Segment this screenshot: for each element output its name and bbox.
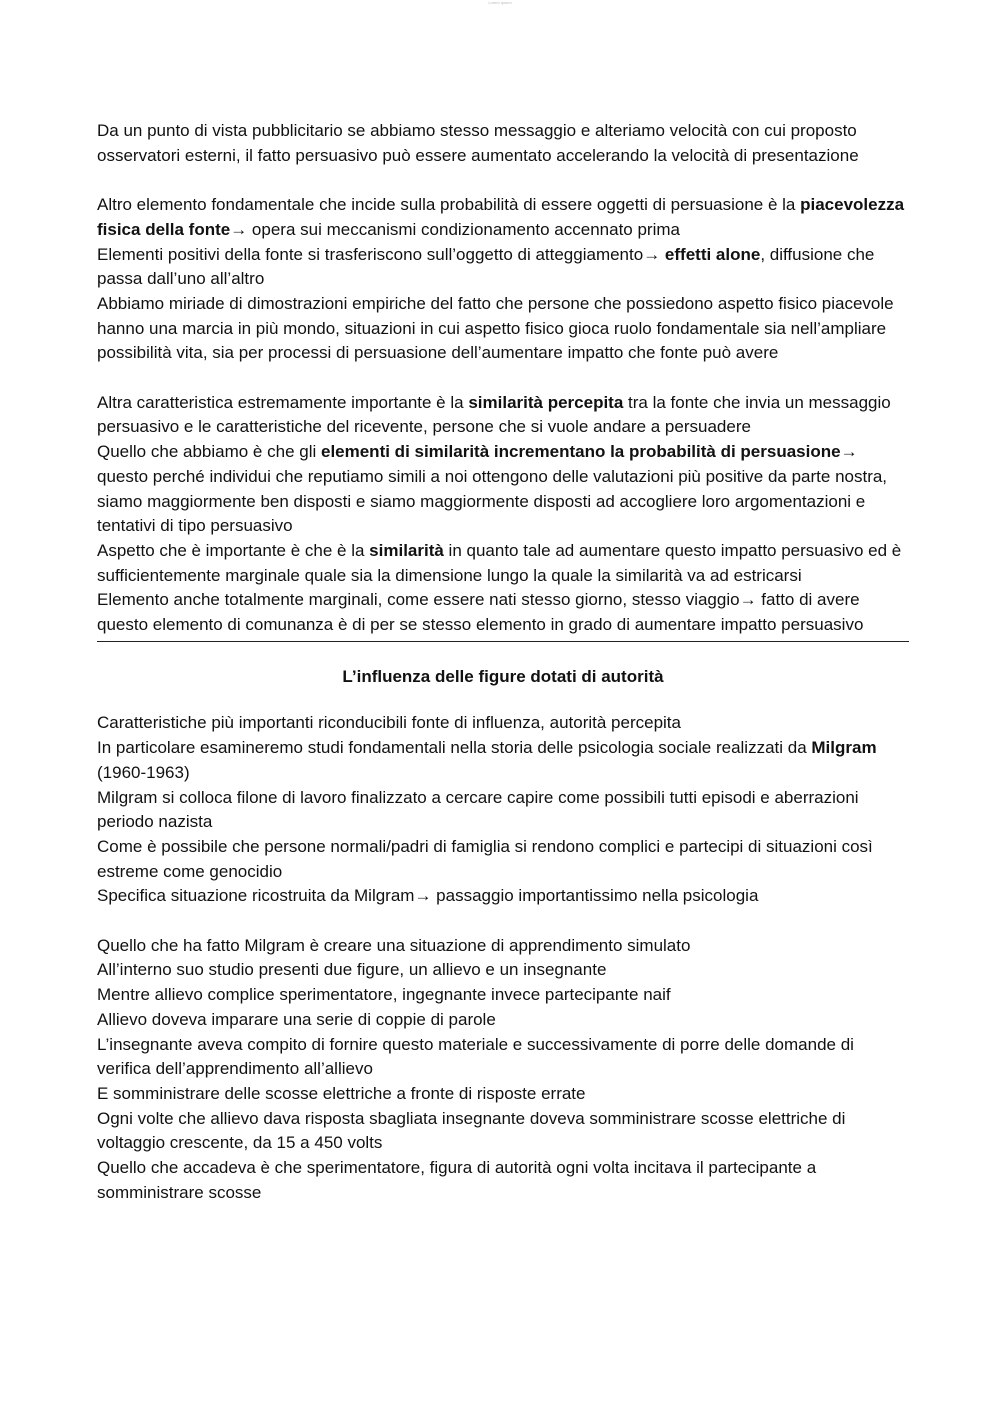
paragraph: Milgram si colloca filone di lavoro finalizzato a cercare capire come possibili tutti episodi e aberrazioni periodo nazista [97, 787, 859, 832]
paragraph: E somministrare delle scosse elettriche a fronte di risposte errate [97, 1083, 586, 1103]
text-run: Aspetto che è importante è che è la [97, 540, 370, 560]
text-run: Altra caratteristica estremamente importante è la [97, 392, 469, 412]
paragraph: Elemento anche totalmente marginali, come essere nati stesso giorno, stesso viaggio→ fatto di avere questo elemento di comunanza è di per se stesso elemento in grado di aumentare impatto persuasivo [97, 590, 864, 635]
paragraph-gap [97, 909, 909, 934]
bold-term: Milgram [811, 738, 877, 758]
bold-term: elementi di similarità incrementano la probabilità di persuasione [320, 442, 841, 462]
paragraph: Specifica situazione ricostruita da Milgram→ passaggio importantissimo nella psicologia [97, 886, 759, 906]
paragraph: Da un punto di vista pubblicitario se abbiamo stesso messaggio e alteriamo velocità con cui proposto osservatori esterni, il fatto persuasivo può essere aumentato accelerando la velocità di presentazione [97, 121, 859, 165]
paragraph [97, 736, 909, 785]
paragraph: All’interno suo studio presenti due figure, un allievo e un insegnante [97, 960, 607, 980]
text-run: (1960-1963) [97, 762, 190, 782]
text-run: in quanto tale ad aumentare questo impatto persuasivo ed è sufficientemente marginale quale sia la dimensione lungo la quale la similarità va ad estricarsi [97, 540, 902, 585]
bold-term: effetti alone [664, 244, 761, 264]
section-title: L’influenza delle figure dotati di autorità [342, 666, 664, 686]
document-page [97, 119, 909, 1205]
text-run: , diffusione che passa dall’uno all’altro [97, 244, 875, 289]
text-run: → opera sui meccanismi condizionamento accennato prima [230, 219, 680, 239]
paragraph: Abbiamo miriade di dimostrazioni empiriche del fatto che persone che possiedono aspetto fisico piacevole hanno una marcia in più mondo, situazioni in cui aspetto fisico gioca ruolo fondamentale sia nell’ampliare possibilità vita, sia per processi di persuasione dell’aumentare impatto che fonte può avere [97, 293, 894, 363]
text-run: → questo perché individui che reputiamo simili a noi ottengono delle valutazioni più positive da parte nostra, siamo maggiormente ben disposti e siamo maggiormente disposti ad accogliere loro argomentazioni e tentativi di tipo persuasivo [97, 442, 888, 536]
text-run: In particolare esamineremo studi fondamentali nella storia delle psicologia sociale realizzati da [97, 738, 812, 758]
paragraph [97, 539, 909, 588]
paragraph-gap [97, 366, 909, 391]
paragraph: Mentre allievo complice sperimentatore, ingegnante invece partecipante naif [97, 985, 671, 1005]
bold-term: piacevolezza fisica della fonte [97, 195, 905, 239]
section-divider [97, 641, 909, 642]
paragraph [97, 391, 909, 440]
header-watermark: Lorem Ipsum [488, 0, 512, 5]
text-run: Quello che abbiamo è che gli [97, 442, 321, 462]
paragraph: Quello che accadeva è che sperimentatore, figura di autorità ogni volta incitava il partecipante a somministrare scosse [97, 1158, 817, 1202]
text-run: Elementi positivi della fonte si trasferiscono sull’oggetto di atteggiamento→ [97, 244, 665, 264]
paragraph [97, 193, 909, 242]
paragraph: Quello che ha fatto Milgram è creare una situazione di apprendimento simulato [97, 935, 691, 955]
bold-term: similarità percepita [468, 392, 624, 412]
paragraph: Caratteristiche più importanti riconducibili fonte di influenza, autorità percepita [97, 713, 681, 733]
paragraph [97, 440, 909, 539]
paragraph: L’insegnante aveva compito di fornire questo materiale e successivamente di porre delle domande di verifica dell’apprendimento all’allievo [97, 1034, 854, 1079]
text-run: Altro elemento fondamentale che incide sulla probabilità di essere oggetti di persuasione è la [97, 195, 801, 215]
paragraph: Ogni volte che allievo dava risposta sbagliata insegnante doveva somministrare scosse elettriche di voltaggio crescente, da 15 a 450 volts [97, 1108, 846, 1153]
paragraph: Allievo doveva imparare una serie di coppie di parole [97, 1009, 496, 1029]
text-run: tra la fonte che invia un messaggio persuasivo e le caratteristiche del ricevente, persone che si vuole andare a persuadere [97, 392, 891, 437]
bold-term: similarità [369, 540, 444, 560]
paragraph [97, 243, 909, 292]
paragraph: Come è possibile che persone normali/padri di famiglia si rendono complici e partecipi di situazioni così estreme come genocidio [97, 836, 873, 881]
paragraph-gap [97, 168, 909, 193]
